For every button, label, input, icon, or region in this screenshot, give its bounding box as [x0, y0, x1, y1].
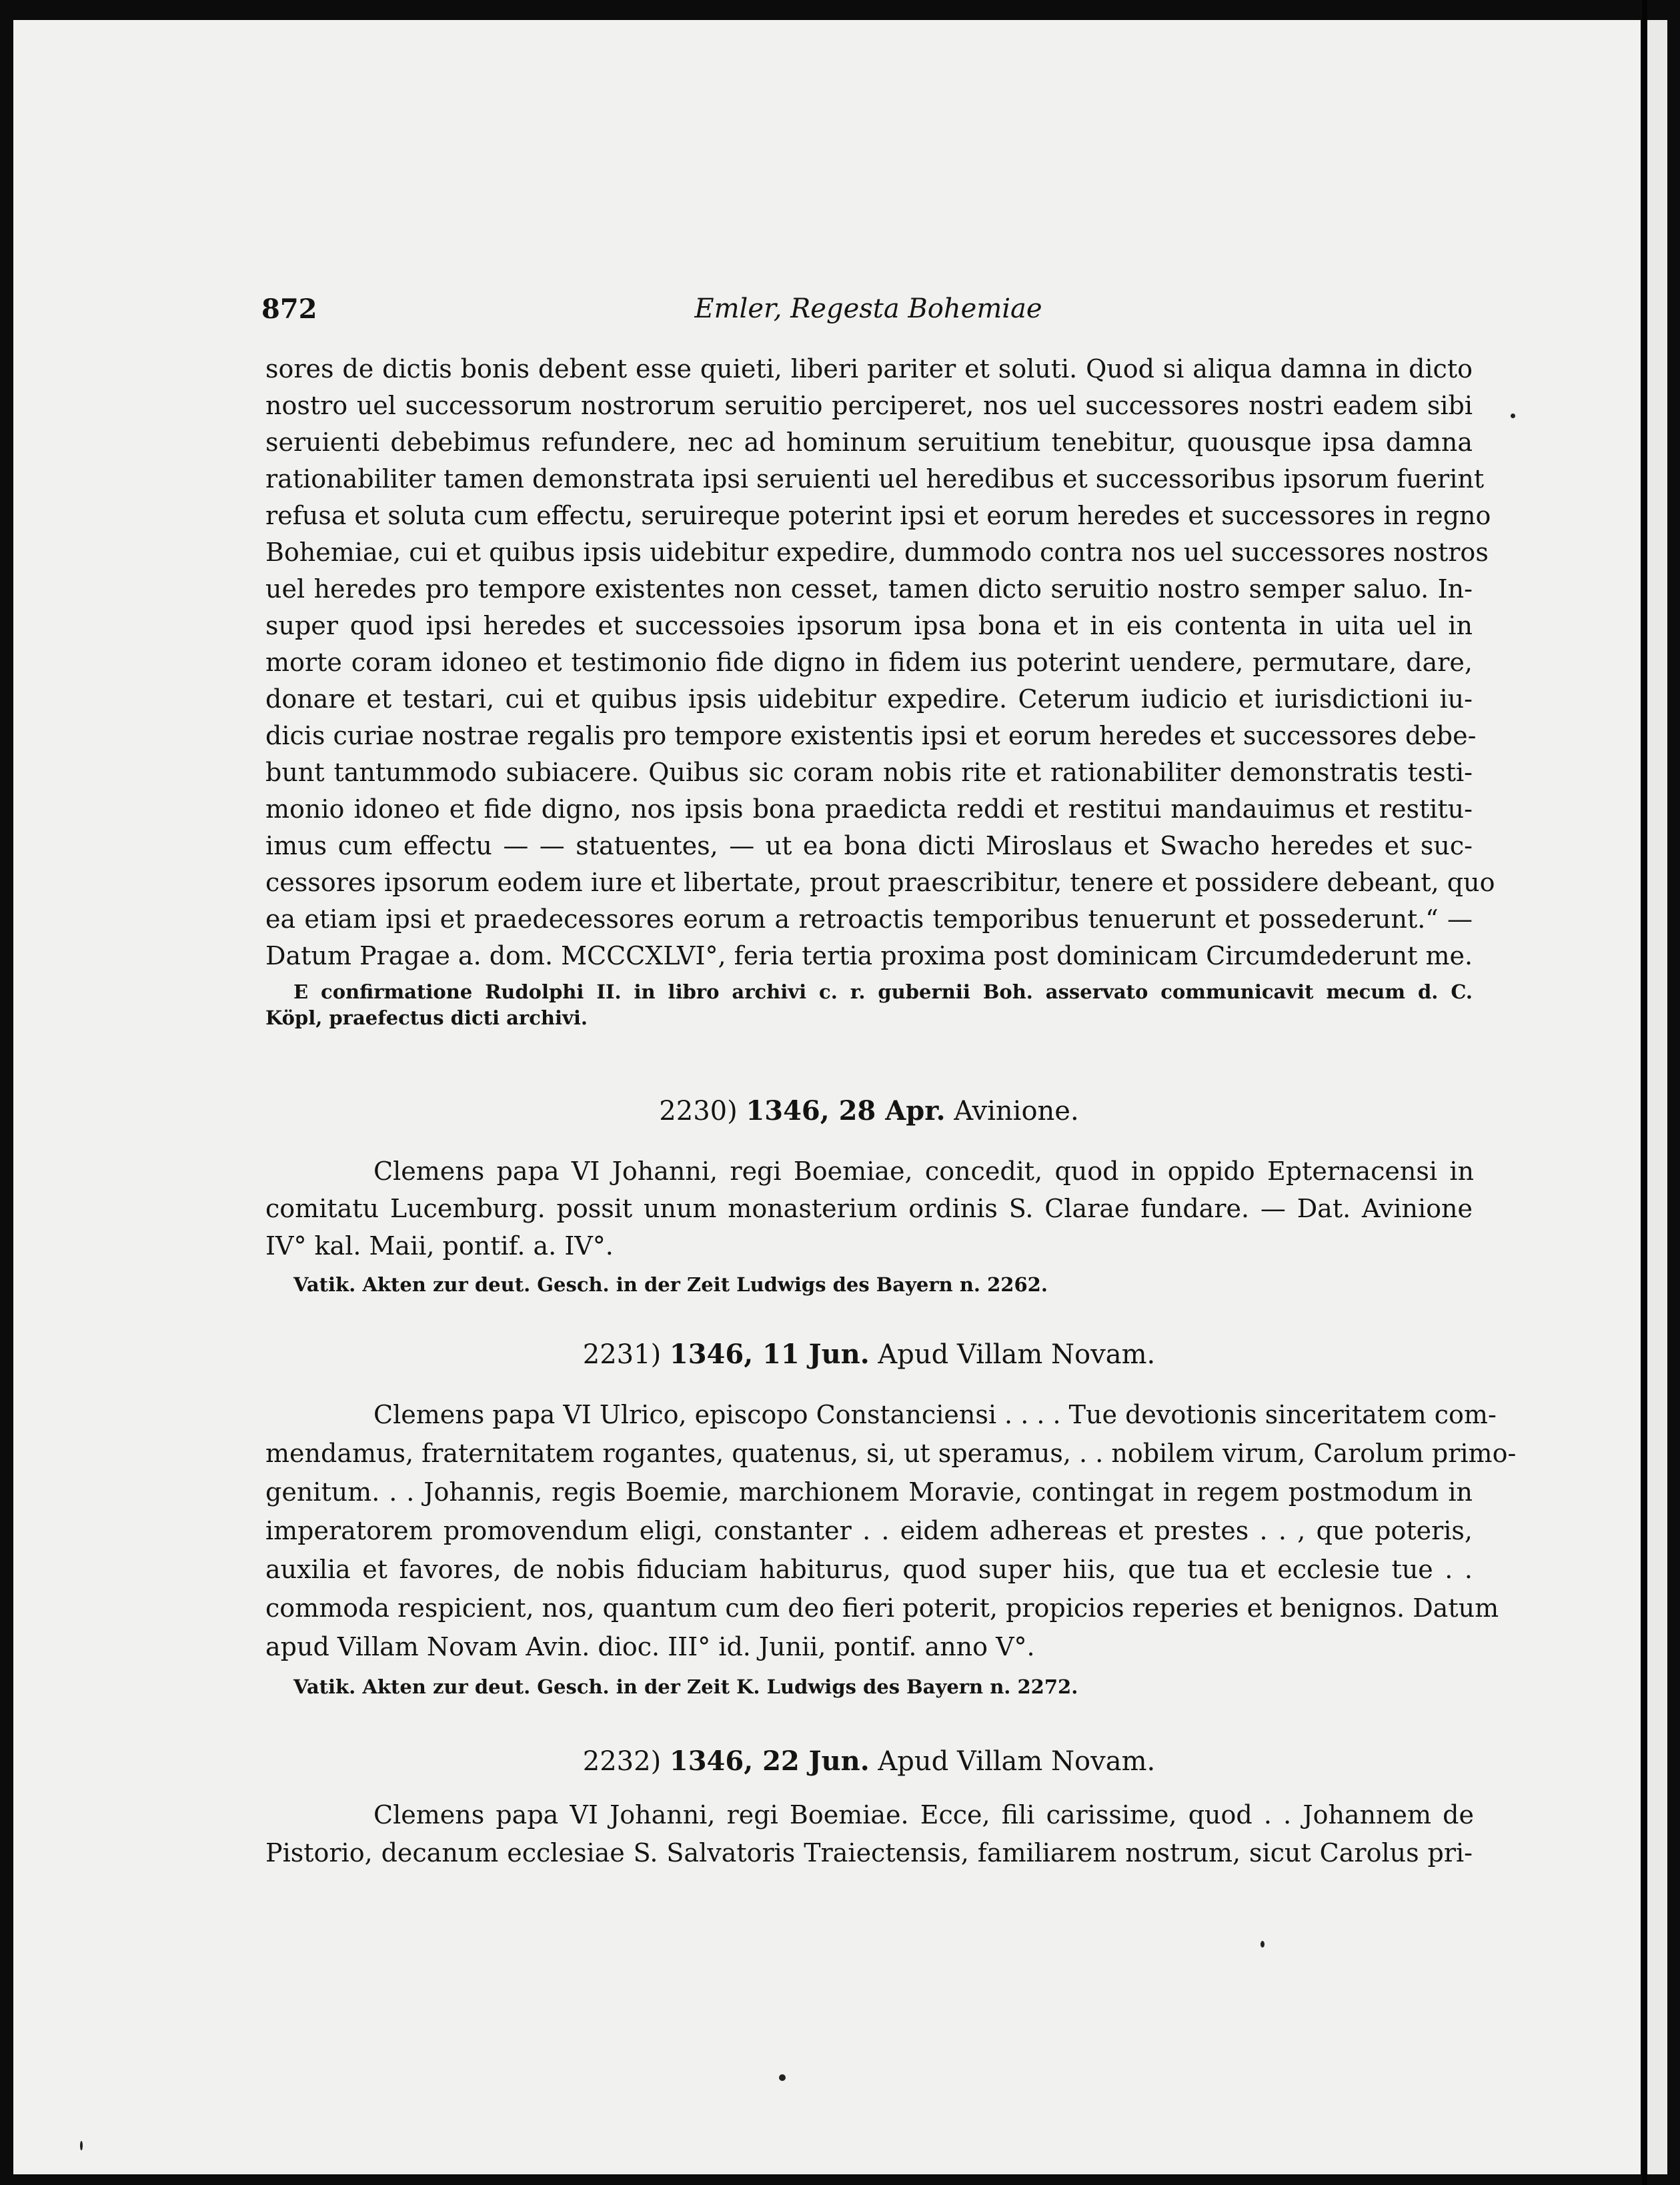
entry-heading: [265, 1744, 1473, 1779]
text-line: Datum Pragae a. dom. MCCCXLVI°, feria tertia proxima post dominicam Circumdederunt me.: [265, 941, 1473, 970]
scan-speck: [779, 2074, 786, 2081]
source-note: Köpl, praefectus dicti archivi.: [265, 1006, 588, 1029]
entry-number: 2232): [582, 1746, 662, 1777]
text-line: morte coram idoneo et testimonio fide digno in fidem ius poterint uendere, permutare, dare,: [265, 648, 1473, 677]
entry-heading: [265, 1337, 1473, 1372]
scan-speck: [80, 2141, 83, 2150]
text-line: Clemens papa VI Johanni, regi Boemiae. Ecce, fili carissime, quod . . Johannem de: [373, 1800, 1474, 1830]
text-line: monio idoneo et fide digno, nos ipsis bona praedicta reddi et restitui mandauimus et restitu-: [265, 794, 1473, 824]
entry-place: Apud Villam Novam.: [878, 1339, 1156, 1370]
page-number: 872: [261, 293, 317, 325]
entry-number: 2231): [582, 1339, 662, 1370]
text-line: sores de dictis bonis debent esse quieti, liberi pariter et soluti. Quod si aliqua damna in dicto: [265, 354, 1473, 384]
entry-place: Avinione.: [954, 1096, 1079, 1127]
text-line: commoda respicient, nos, quantum cum deo fieri poterit, propicios reperies et benignos. Datum: [265, 1593, 1499, 1623]
text-line: Clemens papa VI Johanni, regi Boemiae, concedit, quod in oppido Epternacensi in: [373, 1157, 1474, 1186]
text-line: IV° kal. Maii, pontif. a. IV°.: [265, 1231, 614, 1261]
text-line: bunt tantummodo subiacere. Quibus sic coram nobis rite et rationabiliter demonstratis testi-: [265, 758, 1473, 787]
text-line: Clemens papa VI Ulrico, episcopo Constanciensi . . . . Tue devotionis sinceritatem com-: [373, 1400, 1497, 1429]
scan-speck: [1261, 1941, 1265, 1948]
entry-date: 1346, 11 Jun.: [669, 1339, 870, 1370]
text-line: genitum. . . Johannis, regis Boemie, marchionem Moravie, contingat in regem postmodum in: [265, 1477, 1473, 1507]
text-line: auxilia et favores, de nobis fiduciam habiturus, quod super hiis, que tua et ecclesie tue . .: [265, 1555, 1473, 1584]
book-page: [13, 20, 1641, 2174]
text-line: mendamus, fraternitatem rogantes, quatenus, si, ut speramus, . . nobilem virum, Carolum primo-: [265, 1439, 1517, 1468]
text-line: dicis curiae nostrae regalis pro tempore existentis ipsi et eorum heredes et successores debe-: [265, 721, 1477, 750]
text-line: Bohemiae, cui et quibus ipsis uidebitur expedire, dummodo contra nos uel successores nostros: [265, 538, 1489, 567]
text-line: imperatorem promovendum eligi, constanter . . eidem adhereas et prestes . . , que poteris,: [265, 1516, 1473, 1545]
binding-gutter: [1642, 0, 1647, 2185]
text-line: apud Villam Novam Avin. dioc. III° id. Junii, pontif. anno V°.: [265, 1632, 1035, 1661]
entry-place: Apud Villam Novam.: [878, 1746, 1156, 1777]
text-line: seruienti debebimus refundere, nec ad hominum seruitium tenebitur, quousque ipsa damna: [265, 428, 1473, 457]
text-line: ea etiam ipsi et praedecessores eorum a retroactis temporibus tenuerunt et possederunt.“ —: [265, 904, 1473, 934]
page-header: [261, 293, 1475, 333]
entry-heading: [265, 1094, 1473, 1129]
text-line: donare et testari, cui et quibus ipsis uidebitur expedire. Ceterum iudicio et iurisdictioni iu-: [265, 684, 1473, 714]
facing-page-edge: [1647, 20, 1667, 2174]
entry-date: 1346, 22 Jun.: [669, 1745, 870, 1777]
source-note: Vatik. Akten zur deut. Gesch. in der Zeit Ludwigs des Bayern n. 2262.: [293, 1273, 1048, 1296]
source-note: Vatik. Akten zur deut. Gesch. in der Zeit K. Ludwigs des Bayern n. 2272.: [293, 1675, 1078, 1698]
text-line: imus cum effectu — — statuentes, — ut ea bona dicti Miroslaus et Swacho heredes et suc-: [265, 831, 1473, 860]
running-title: Emler, Regesta Bohemiae: [694, 293, 1042, 324]
text-line: uel heredes pro tempore existentes non cesset, tamen dicto seruitio nostro semper saluo. In-: [265, 574, 1473, 604]
text-line: refusa et soluta cum effectu, seruireque poterint ipsi et eorum heredes et successores in regno: [265, 501, 1491, 530]
scan-speck: [1511, 414, 1515, 418]
entry-date: 1346, 28 Apr.: [746, 1095, 946, 1127]
text-line: Pistorio, decanum ecclesiae S. Salvatoris Traiectensis, familiarem nostrum, sicut Carolus pri-: [265, 1838, 1473, 1868]
text-line: rationabiliter tamen demonstrata ipsi seruienti uel heredibus et successoribus ipsorum fuerint: [265, 464, 1485, 494]
text-line: nostro uel successorum nostrorum seruitio perciperet, nos uel successores nostri eadem sibi: [265, 391, 1473, 420]
source-note: E confirmatione Rudolphi II. in libro archivi c. r. gubernii Boh. asservato communicavit mecum d. C.: [293, 980, 1473, 1003]
text-line: super quod ipsi heredes et successoies ipsorum ipsa bona et in eis contenta in uita uel in: [265, 611, 1473, 640]
text-line: cessores ipsorum eodem iure et libertate, prout praescribitur, tenere et possidere debeant, quo: [265, 868, 1495, 897]
entry-number: 2230): [659, 1096, 738, 1127]
text-line: comitatu Lucemburg. possit unum monasterium ordinis S. Clarae fundare. — Dat. Avinione: [265, 1194, 1473, 1223]
